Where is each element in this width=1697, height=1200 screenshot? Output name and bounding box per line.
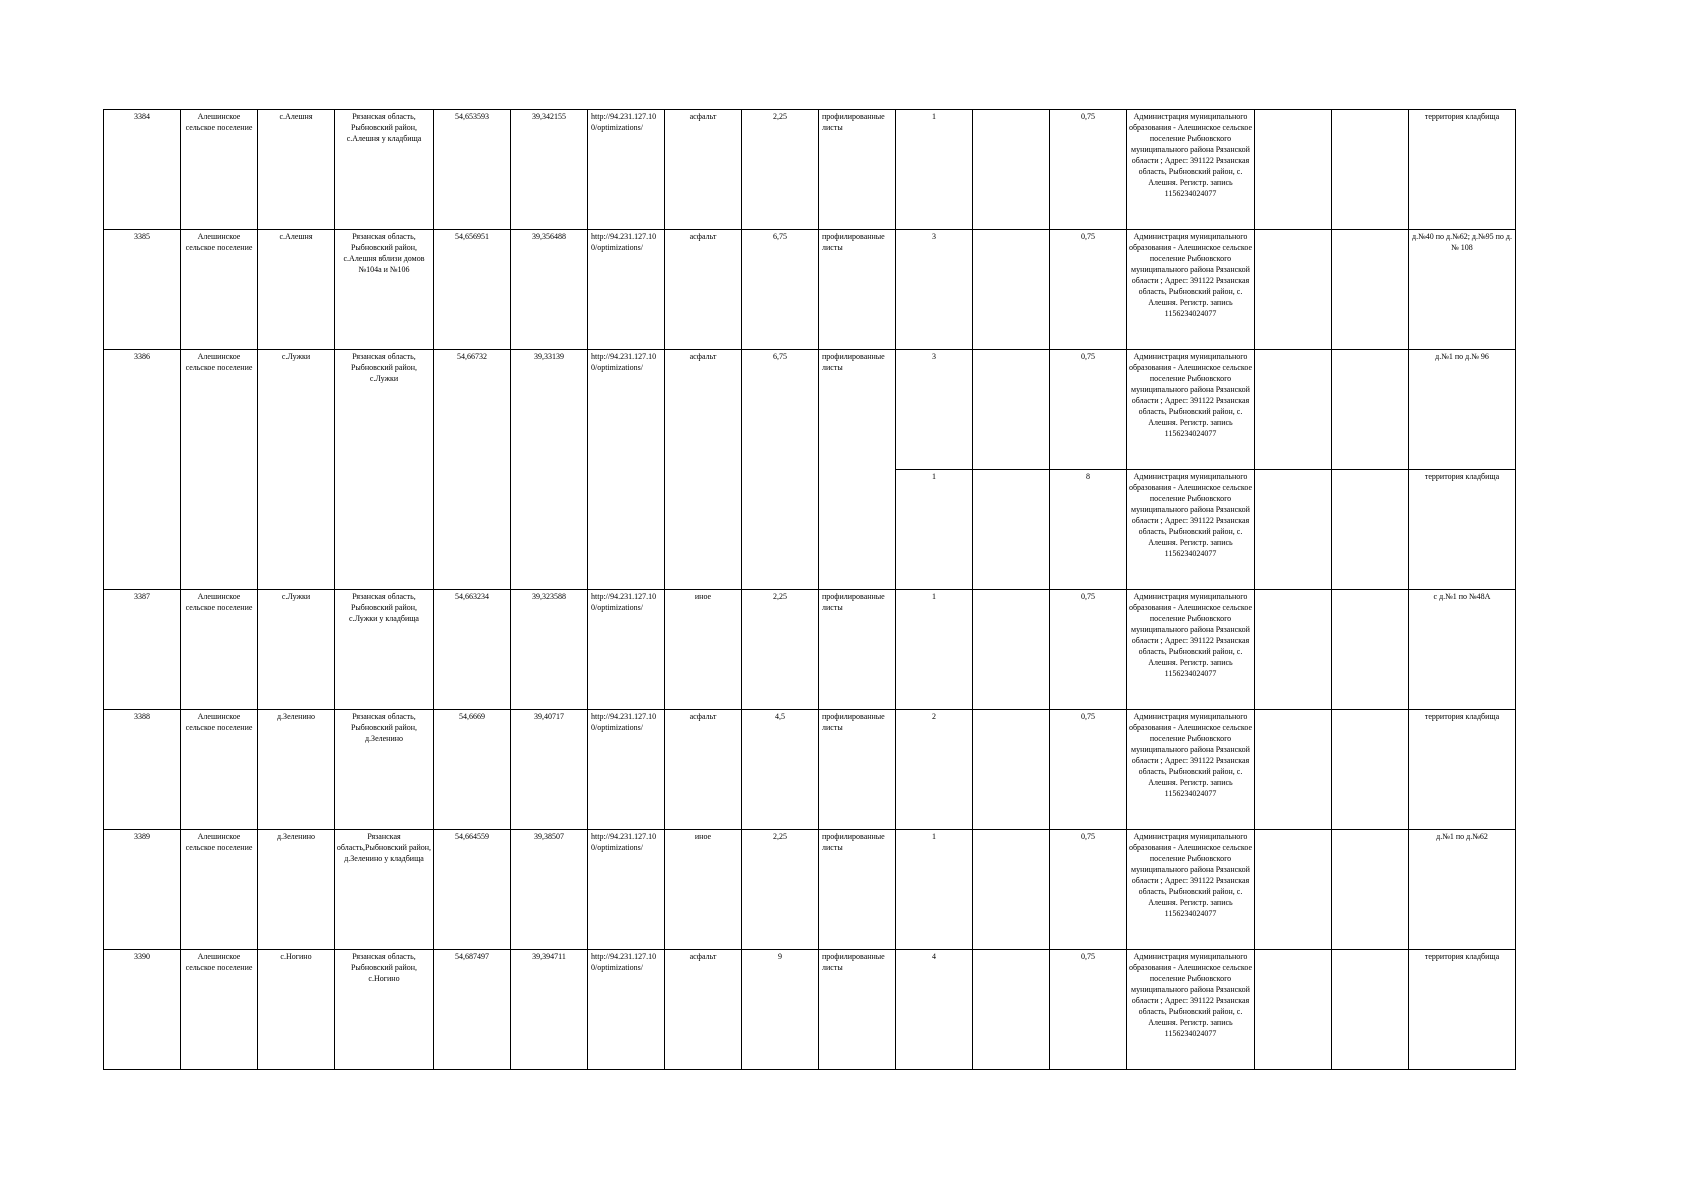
registry-sheet <box>103 109 1516 1070</box>
volume-cell: 0,75 <box>1050 350 1127 470</box>
table-row <box>104 710 1516 830</box>
locality-cell: с.Лужки <box>258 590 335 710</box>
served-objects-cell: с д.№1 по №48А <box>1409 590 1516 710</box>
address-cell: Рязанская область, Рыбновский район, с.Алешня вблизи домов №104а и №106 <box>335 230 434 350</box>
empty-cell <box>1255 590 1332 710</box>
row-number: 3387 <box>104 590 181 710</box>
empty-cell <box>973 830 1050 950</box>
owner-cell: Администрация муниципального образования - Алешинское сельское поселение Рыбновского муниципального района Рязанской области ; Адрес: 391122 Рязанская область, Рыбновский район, с. Алешня. Регистр. запись 1156234024077 <box>1127 110 1255 230</box>
link-cell: http://94.231.127.10 0/optimizations/ <box>588 710 665 830</box>
address-cell: Рязанская область, Рыбновский район, д.Зеленино <box>335 710 434 830</box>
waste-sites-table <box>103 109 1516 1070</box>
latitude-cell: 54,664559 <box>434 830 511 950</box>
area-cell: 6,75 <box>742 350 819 590</box>
link-cell: http://94.231.127.10 0/optimizations/ <box>588 830 665 950</box>
empty-cell <box>1255 950 1332 1070</box>
settlement-cell: Алешинское сельское поселение <box>181 950 258 1070</box>
empty-cell <box>1255 710 1332 830</box>
longitude-cell: 39,33139 <box>511 350 588 590</box>
address-cell: Рязанская область, Рыбновский район, с.Алешня у кладбища <box>335 110 434 230</box>
served-objects-cell: территория кладбища <box>1409 710 1516 830</box>
area-cell: 6,75 <box>742 230 819 350</box>
served-objects-cell: д.№1 по д.№62 <box>1409 830 1516 950</box>
empty-cell <box>1255 350 1332 470</box>
volume-cell: 0,75 <box>1050 110 1127 230</box>
row-number: 3390 <box>104 950 181 1070</box>
row-number: 3384 <box>104 110 181 230</box>
settlement-cell: Алешинское сельское поселение <box>181 350 258 590</box>
fence-cell: профилированные листы <box>819 830 896 950</box>
row-number: 3386 <box>104 350 181 590</box>
surface-cell: асфальт <box>665 950 742 1070</box>
empty-cell <box>1332 950 1409 1070</box>
containers-cell: 3 <box>896 350 973 470</box>
locality-cell: д.Зеленино <box>258 830 335 950</box>
link-cell: http://94.231.127.10 0/optimizations/ <box>588 350 665 590</box>
address-cell: Рязанская область, Рыбновский район, с.Лужки <box>335 350 434 590</box>
locality-cell: с.Алешня <box>258 230 335 350</box>
served-objects-cell: д.№1 по д.№ 96 <box>1409 350 1516 470</box>
containers-cell: 2 <box>896 710 973 830</box>
empty-cell <box>1332 710 1409 830</box>
owner-cell: Администрация муниципального образования - Алешинское сельское поселение Рыбновского муниципального района Рязанской области ; Адрес: 391122 Рязанская область, Рыбновский район, с. Алешня. Регистр. запись 1156234024077 <box>1127 950 1255 1070</box>
volume-cell: 0,75 <box>1050 950 1127 1070</box>
row-number: 3388 <box>104 710 181 830</box>
containers-cell: 1 <box>896 590 973 710</box>
table-row <box>104 230 1516 350</box>
empty-cell <box>973 110 1050 230</box>
containers-cell: 1 <box>896 470 973 590</box>
empty-cell <box>1332 830 1409 950</box>
settlement-cell: Алешинское сельское поселение <box>181 710 258 830</box>
empty-cell <box>1332 470 1409 590</box>
fence-cell: профилированные листы <box>819 590 896 710</box>
longitude-cell: 39,323588 <box>511 590 588 710</box>
area-cell: 4,5 <box>742 710 819 830</box>
table-row <box>104 590 1516 710</box>
settlement-cell: Алешинское сельское поселение <box>181 110 258 230</box>
longitude-cell: 39,356488 <box>511 230 588 350</box>
address-cell: Рязанская область,Рыбновский район, д.Зеленино у кладбища <box>335 830 434 950</box>
link-cell: http://94.231.127.10 0/optimizations/ <box>588 950 665 1070</box>
longitude-cell: 39,342155 <box>511 110 588 230</box>
containers-cell: 1 <box>896 830 973 950</box>
owner-cell: Администрация муниципального образования - Алешинское сельское поселение Рыбновского муниципального района Рязанской области ; Адрес: 391122 Рязанская область, Рыбновский район, с. Алешня. Регистр. запись 1156234024077 <box>1127 830 1255 950</box>
link-cell: http://94.231.127.10 0/optimizations/ <box>588 590 665 710</box>
settlement-cell: Алешинское сельское поселение <box>181 230 258 350</box>
surface-cell: иное <box>665 830 742 950</box>
address-cell: Рязанская область, Рыбновский район, с.Ногино <box>335 950 434 1070</box>
owner-cell: Администрация муниципального образования - Алешинское сельское поселение Рыбновского муниципального района Рязанской области ; Адрес: 391122 Рязанская область, Рыбновский район, с. Алешня. Регистр. запись 1156234024077 <box>1127 590 1255 710</box>
fence-cell: профилированные листы <box>819 230 896 350</box>
volume-cell: 0,75 <box>1050 230 1127 350</box>
fence-cell: профилированные листы <box>819 950 896 1070</box>
empty-cell <box>973 350 1050 470</box>
fence-cell: профилированные листы <box>819 350 896 590</box>
surface-cell: асфальт <box>665 110 742 230</box>
surface-cell: асфальт <box>665 230 742 350</box>
owner-cell: Администрация муниципального образования - Алешинское сельское поселение Рыбновского муниципального района Рязанской области ; Адрес: 391122 Рязанская область, Рыбновский район, с. Алешня. Регистр. запись 1156234024077 <box>1127 350 1255 470</box>
containers-cell: 4 <box>896 950 973 1070</box>
latitude-cell: 54,656951 <box>434 230 511 350</box>
empty-cell <box>973 710 1050 830</box>
latitude-cell: 54,687497 <box>434 950 511 1070</box>
surface-cell: иное <box>665 590 742 710</box>
area-cell: 2,25 <box>742 590 819 710</box>
link-cell: http://94.231.127.10 0/optimizations/ <box>588 230 665 350</box>
owner-cell: Администрация муниципального образования - Алешинское сельское поселение Рыбновского муниципального района Рязанской области ; Адрес: 391122 Рязанская область, Рыбновский район, с. Алешня. Регистр. запись 1156234024077 <box>1127 230 1255 350</box>
table-row <box>104 350 1516 470</box>
containers-cell: 3 <box>896 230 973 350</box>
empty-cell <box>1255 470 1332 590</box>
empty-cell <box>1332 230 1409 350</box>
served-objects-cell: д.№40 по д.№62; д.№95 по д.№ 108 <box>1409 230 1516 350</box>
link-cell: http://94.231.127.10 0/optimizations/ <box>588 110 665 230</box>
row-number: 3385 <box>104 230 181 350</box>
served-objects-cell: территория кладбища <box>1409 470 1516 590</box>
latitude-cell: 54,663234 <box>434 590 511 710</box>
owner-cell: Администрация муниципального образования - Алешинское сельское поселение Рыбновского муниципального района Рязанской области ; Адрес: 391122 Рязанская область, Рыбновский район, с. Алешня. Регистр. запись 1156234024077 <box>1127 710 1255 830</box>
locality-cell: с.Лужки <box>258 350 335 590</box>
empty-cell <box>973 230 1050 350</box>
owner-cell: Администрация муниципального образования - Алешинское сельское поселение Рыбновского муниципального района Рязанской области ; Адрес: 391122 Рязанская область, Рыбновский район, с. Алешня. Регистр. запись 1156234024077 <box>1127 470 1255 590</box>
empty-cell <box>1332 590 1409 710</box>
longitude-cell: 39,394711 <box>511 950 588 1070</box>
served-objects-cell: территория кладбища <box>1409 950 1516 1070</box>
empty-cell <box>1255 230 1332 350</box>
address-cell: Рязанская область, Рыбновский район, с.Лужки у кладбища <box>335 590 434 710</box>
volume-cell: 0,75 <box>1050 590 1127 710</box>
table-row <box>104 830 1516 950</box>
empty-cell <box>973 950 1050 1070</box>
row-number: 3389 <box>104 830 181 950</box>
locality-cell: с.Алешня <box>258 110 335 230</box>
latitude-cell: 54,653593 <box>434 110 511 230</box>
table-row <box>104 110 1516 230</box>
empty-cell <box>973 590 1050 710</box>
containers-cell: 1 <box>896 110 973 230</box>
latitude-cell: 54,6669 <box>434 710 511 830</box>
fence-cell: профилированные листы <box>819 710 896 830</box>
latitude-cell: 54,66732 <box>434 350 511 590</box>
area-cell: 9 <box>742 950 819 1070</box>
empty-cell <box>1332 110 1409 230</box>
surface-cell: асфальт <box>665 350 742 590</box>
table-row <box>104 950 1516 1070</box>
served-objects-cell: территория кладбища <box>1409 110 1516 230</box>
volume-cell: 0,75 <box>1050 710 1127 830</box>
settlement-cell: Алешинское сельское поселение <box>181 830 258 950</box>
longitude-cell: 39,38507 <box>511 830 588 950</box>
longitude-cell: 39,40717 <box>511 710 588 830</box>
area-cell: 2,25 <box>742 110 819 230</box>
volume-cell: 8 <box>1050 470 1127 590</box>
locality-cell: д.Зеленино <box>258 710 335 830</box>
fence-cell: профилированные листы <box>819 110 896 230</box>
empty-cell <box>1255 830 1332 950</box>
area-cell: 2,25 <box>742 830 819 950</box>
empty-cell <box>1332 350 1409 470</box>
surface-cell: асфальт <box>665 710 742 830</box>
volume-cell: 0,75 <box>1050 830 1127 950</box>
empty-cell <box>1255 110 1332 230</box>
locality-cell: с.Ногино <box>258 950 335 1070</box>
settlement-cell: Алешинское сельское поселение <box>181 590 258 710</box>
empty-cell <box>973 470 1050 590</box>
